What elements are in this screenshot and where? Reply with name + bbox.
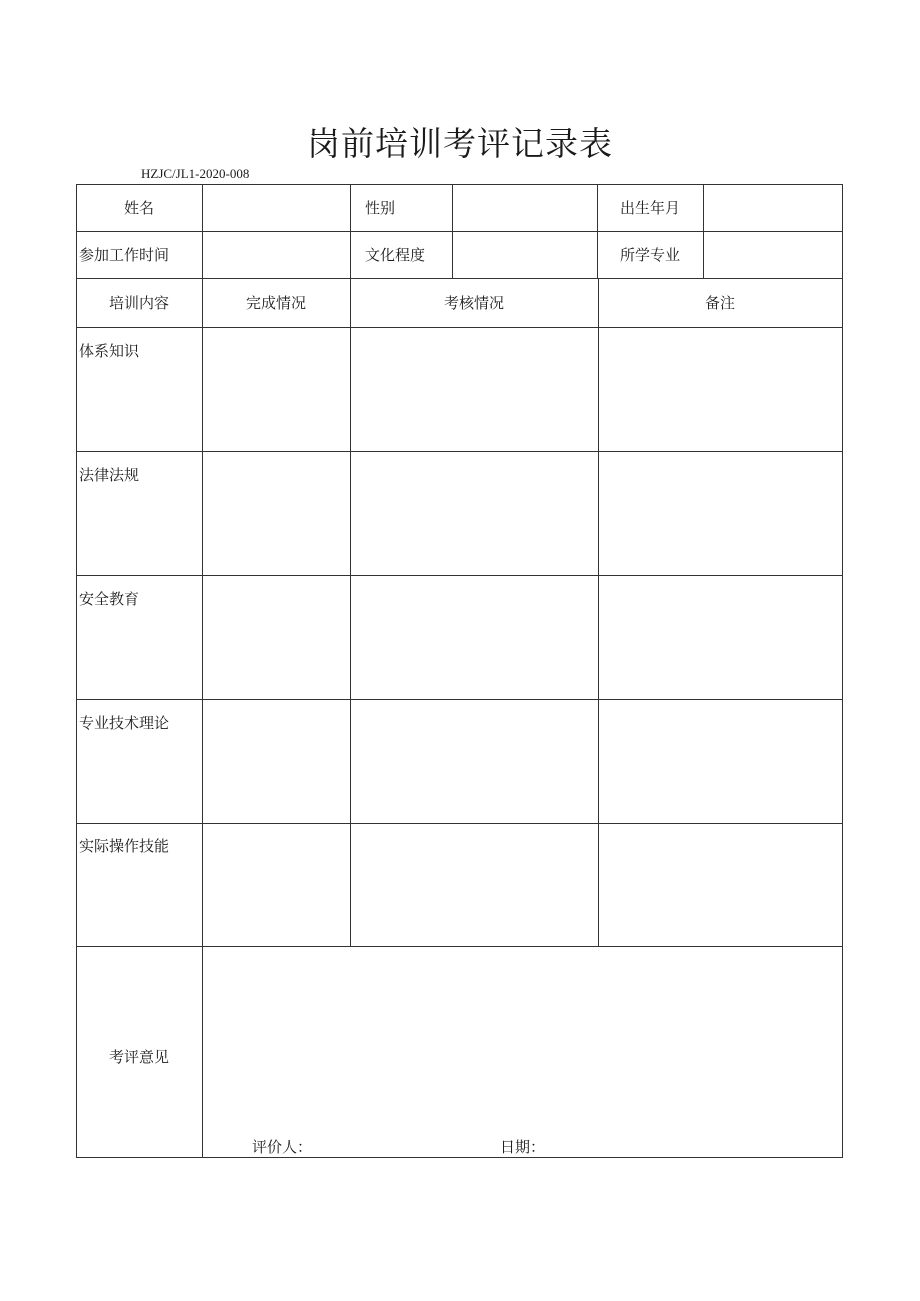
major-label: 所学专业	[620, 246, 681, 264]
assessment-cell[interactable]	[351, 700, 598, 823]
remarks-cell[interactable]	[599, 452, 842, 575]
training-item-safety: 安全教育	[79, 590, 140, 608]
evaluator-label: 评价人：	[252, 1138, 313, 1156]
remarks-cell[interactable]	[599, 700, 842, 823]
gender-field[interactable]	[453, 185, 597, 231]
education-label: 文化程度	[365, 246, 426, 264]
completion-cell[interactable]	[203, 576, 350, 699]
remarks-cell[interactable]	[599, 328, 842, 451]
remarks-cell[interactable]	[599, 824, 842, 946]
date-label: 日期：	[500, 1138, 546, 1156]
birth-field[interactable]	[704, 185, 842, 231]
assessment-cell[interactable]	[351, 328, 598, 451]
training-item-law: 法律法规	[79, 466, 140, 484]
evaluation-label: 考评意见	[108, 1048, 169, 1066]
training-item-system: 体系知识	[79, 342, 140, 360]
completion-cell[interactable]	[203, 328, 350, 451]
education-field[interactable]	[453, 232, 597, 278]
work-start-label: 参加工作时间	[79, 246, 170, 264]
header-remarks: 备注	[704, 294, 735, 312]
name-field[interactable]	[203, 185, 350, 231]
assessment-cell[interactable]	[351, 576, 598, 699]
header-completion: 完成情况	[245, 294, 306, 312]
assessment-cell[interactable]	[351, 452, 598, 575]
header-content: 培训内容	[108, 294, 169, 312]
assessment-cell[interactable]	[351, 824, 598, 946]
document-code: HZJC/JL1-2020-008	[141, 166, 250, 181]
evaluation-field[interactable]	[203, 947, 842, 1127]
name-label: 姓名	[123, 199, 154, 217]
remarks-cell[interactable]	[599, 576, 842, 699]
completion-cell[interactable]	[203, 700, 350, 823]
training-item-theory: 专业技术理论	[79, 714, 170, 732]
work-start-field[interactable]	[203, 232, 350, 278]
birth-label: 出生年月	[620, 199, 681, 217]
training-item-practice: 实际操作技能	[79, 837, 170, 855]
header-assessment: 考核情况	[443, 294, 504, 312]
completion-cell[interactable]	[203, 824, 350, 946]
gender-label: 性别	[365, 199, 396, 217]
page-title: 岗前培训考评记录表	[307, 124, 613, 163]
completion-cell[interactable]	[203, 452, 350, 575]
major-field[interactable]	[704, 232, 842, 278]
